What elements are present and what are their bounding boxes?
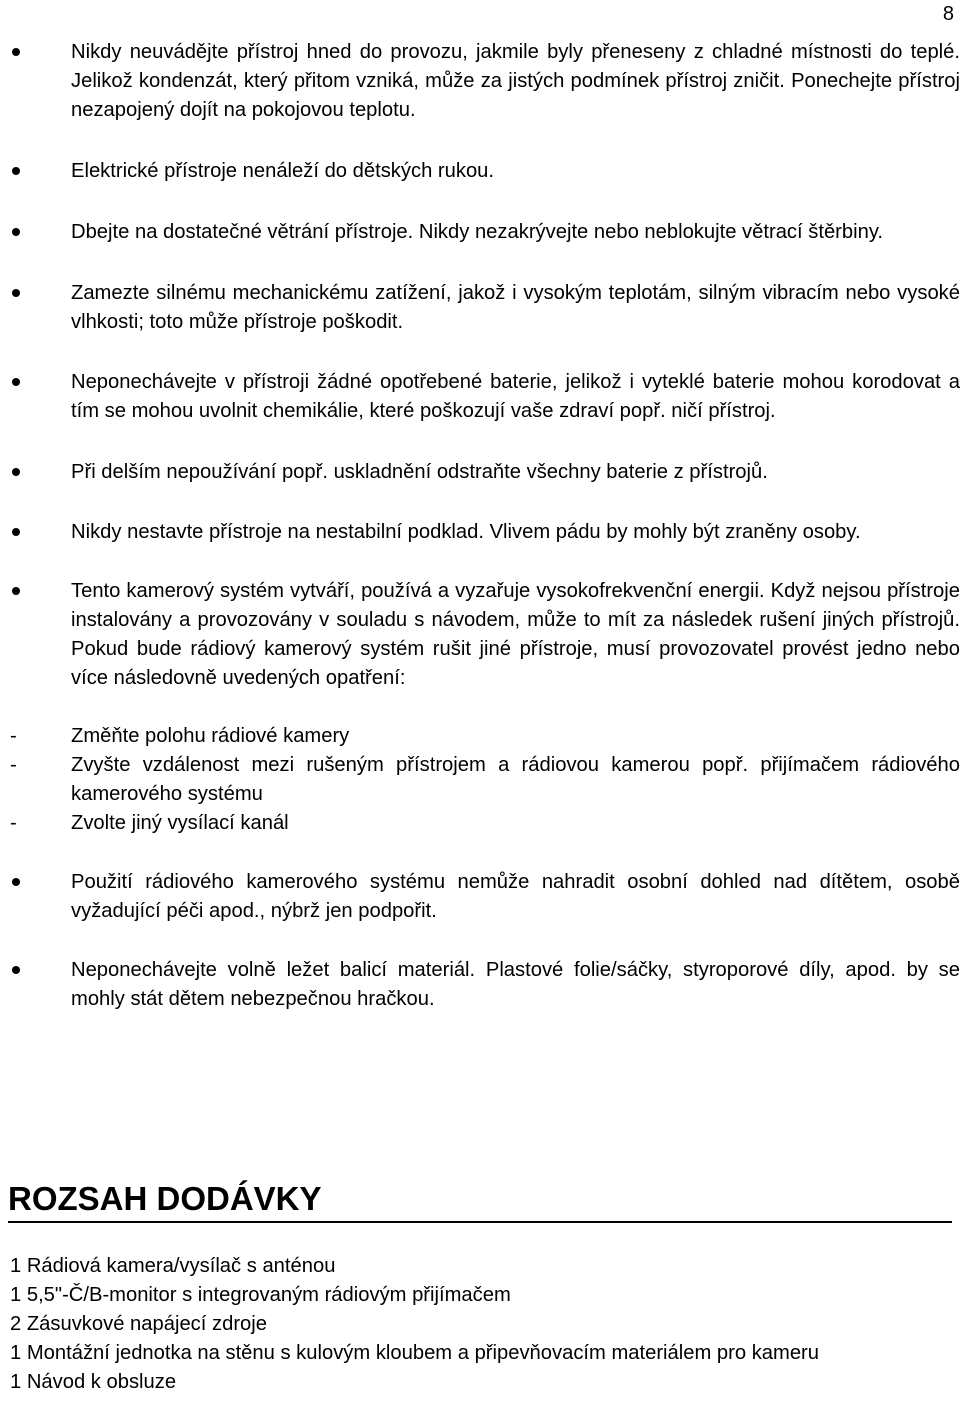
safety-note-text: Při delším nepoužívání popř. uskladnění odstraňte všechny baterie z přístrojů.: [71, 461, 768, 483]
safety-note: [0, 368, 960, 426]
bullet-icon: [12, 966, 20, 974]
bullet-icon: [12, 878, 20, 886]
safety-note-text: Použití rádiového kamerového systému nemůže nahradit osobní dohled nad dítětem, osobě vyžadující péči apod., nýbrž jen podpořit.: [71, 871, 960, 922]
delivery-item: 1 Rádiová kamera/vysílač s anténou: [10, 1255, 336, 1277]
dash-marker: -: [10, 725, 17, 747]
delivery-items-list: [10, 1252, 958, 1397]
safety-note-text: Nikdy nestavte přístroje na nestabilní podklad. Vlivem pádu by mohly být zraněny osoby.: [71, 521, 861, 543]
bullet-icon: [12, 378, 20, 386]
remedy-item: [0, 751, 960, 809]
safety-note: [0, 38, 960, 125]
bullet-icon: [12, 228, 20, 236]
delivery-item: 1 Návod k obsluze: [10, 1371, 177, 1393]
safety-note-text: Neponechávejte v přístroji žádné opotřebené baterie, jelikož i vyteklé baterie mohou korodovat a tím se mohou uvolnit chemikálie, které poškozují vaše zdraví popř. ničí přístroj.: [71, 371, 960, 422]
remedy-text: Změňte polohu rádiové kamery: [71, 725, 350, 747]
section-heading: ROZSAH DODÁVKY: [8, 1180, 322, 1217]
delivery-item: 1 Montážní jednotka na stěnu s kulovým kloubem a připevňovacím materiálem pro kameru: [10, 1342, 820, 1364]
safety-note-text: Zamezte silnému mechanickému zatížení, jakož i vysokým teplotám, silným vibracím nebo vysoké vlhkosti; toto může přístroje poškodit.: [71, 282, 960, 333]
safety-note: [0, 218, 960, 247]
bullet-icon: [12, 48, 20, 56]
dash-marker: -: [10, 754, 17, 776]
bullet-icon: [12, 167, 20, 175]
remedy-item: [0, 809, 960, 838]
safety-note: [0, 458, 960, 487]
safety-notes-list: [0, 38, 960, 1014]
safety-note: [0, 157, 960, 186]
remedy-text: Zvyšte vzdálenost mezi rušeným přístrojem a rádiovou kamerou popř. přijímačem rádiového kamerového systému: [71, 754, 960, 805]
safety-note: [0, 868, 960, 926]
safety-note-text: Nikdy neuvádějte přístroj hned do provozu, jakmile byly přeneseny z chladné místnosti do teplé. Jelikož kondenzát, který přitom vzniká, může za jistých podmínek přístroj zničit. Ponechejte přístroj nezapojený dojít na pokojovou teplotu.: [71, 41, 960, 121]
safety-note-text: Neponechávejte volně ležet balicí materiál. Plastové folie/sáčky, styroporové díly, apod. by se mohly stát dětem nebezpečnou hračkou.: [71, 959, 960, 1010]
safety-note: [0, 279, 960, 337]
delivery-item: 2 Zásuvkové napájecí zdroje: [10, 1313, 267, 1335]
safety-note-text: Tento kamerový systém vytváří, používá a vyzařuje vysokofrekvenční energii. Když nejsou přístroje instalovány a provozovány v souladu s návodem, může to mít za následek rušení jiných přístrojů. Pokud bude rádiový kamerový systém rušit jiné přístroje, musí provozovatel provést jedno nebo více následovně uvedených opatření:: [71, 580, 960, 689]
safety-note: [0, 577, 960, 693]
bullet-icon: [12, 528, 20, 536]
dash-marker: -: [10, 812, 17, 834]
remedy-item: [0, 722, 960, 751]
bullet-icon: [12, 468, 20, 476]
remedy-text: Zvolte jiný vysílací kanál: [71, 812, 289, 834]
safety-note-text: Elektrické přístroje nenáleží do dětských rukou.: [71, 160, 495, 182]
page-number: 8: [942, 3, 954, 25]
safety-note: [0, 518, 960, 547]
safety-note-text: Dbejte na dostatečné větrání přístroje. Nikdy nezakrývejte nebo neblokujte větrací štěrbiny.: [71, 221, 884, 243]
safety-note: [0, 956, 960, 1014]
bullet-icon: [12, 289, 20, 297]
heading-underline: [8, 1221, 952, 1223]
bullet-icon: [12, 587, 20, 595]
delivery-item: 1 5,5"-Č/B-monitor s integrovaným rádiovým přijímačem: [10, 1284, 511, 1306]
scope-of-delivery-section: [8, 1177, 952, 1223]
